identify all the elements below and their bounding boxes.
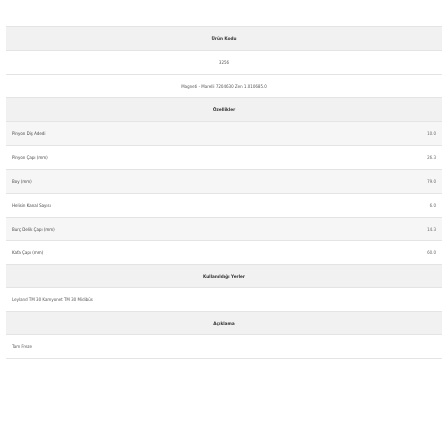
product-spec-table bbox=[6, 26, 442, 359]
oem-codes-row bbox=[6, 75, 442, 98]
feature-value: 26.3 bbox=[427, 155, 436, 160]
feature-row bbox=[6, 170, 442, 194]
feature-value: 79.0 bbox=[427, 179, 436, 184]
usage-area-value: Leyland TM 30 Kamyonet TM 30 Midibüs bbox=[12, 297, 93, 302]
description-header-label: Açıklama bbox=[213, 320, 235, 326]
feature-label: Burç Delik Çapı (mm) bbox=[12, 226, 55, 232]
feature-row bbox=[6, 122, 442, 146]
feature-label: Pinyon Çapı (mm) bbox=[12, 155, 48, 160]
feature-value: 60.0 bbox=[427, 250, 436, 255]
feature-row bbox=[6, 194, 442, 218]
feature-label: Helisin Kanal Sayısı bbox=[12, 203, 51, 208]
feature-value: 14.3 bbox=[427, 226, 436, 232]
oem-codes-value: Magneti - Marelli 7204630 Zen 1.010685.0 bbox=[181, 83, 267, 89]
features-header bbox=[6, 98, 442, 122]
usage-area-header bbox=[6, 265, 442, 288]
usage-area-row bbox=[6, 288, 442, 312]
product-code-header-label: Ürün Kodu bbox=[211, 36, 237, 41]
description-row bbox=[6, 335, 442, 359]
feature-row bbox=[6, 146, 442, 170]
feature-row bbox=[6, 218, 442, 241]
features-header-label: Özellikler bbox=[212, 107, 236, 112]
feature-label: Pinyon Diş Adedi bbox=[12, 131, 46, 136]
feature-value: 10.0 bbox=[427, 131, 436, 136]
description-value: Tam Freze bbox=[12, 344, 32, 349]
product-code-header bbox=[6, 27, 442, 51]
feature-label: Boy (mm) bbox=[12, 179, 32, 184]
feature-row bbox=[6, 241, 442, 265]
feature-value: 6.0 bbox=[429, 203, 436, 208]
product-code-value: 3256 bbox=[218, 60, 230, 65]
feature-label: Kafa Çapı (mm) bbox=[12, 250, 44, 255]
description-header bbox=[6, 312, 442, 335]
usage-area-header-label: Kullanıldığı Yerler bbox=[203, 273, 245, 279]
product-code-row bbox=[6, 51, 442, 75]
